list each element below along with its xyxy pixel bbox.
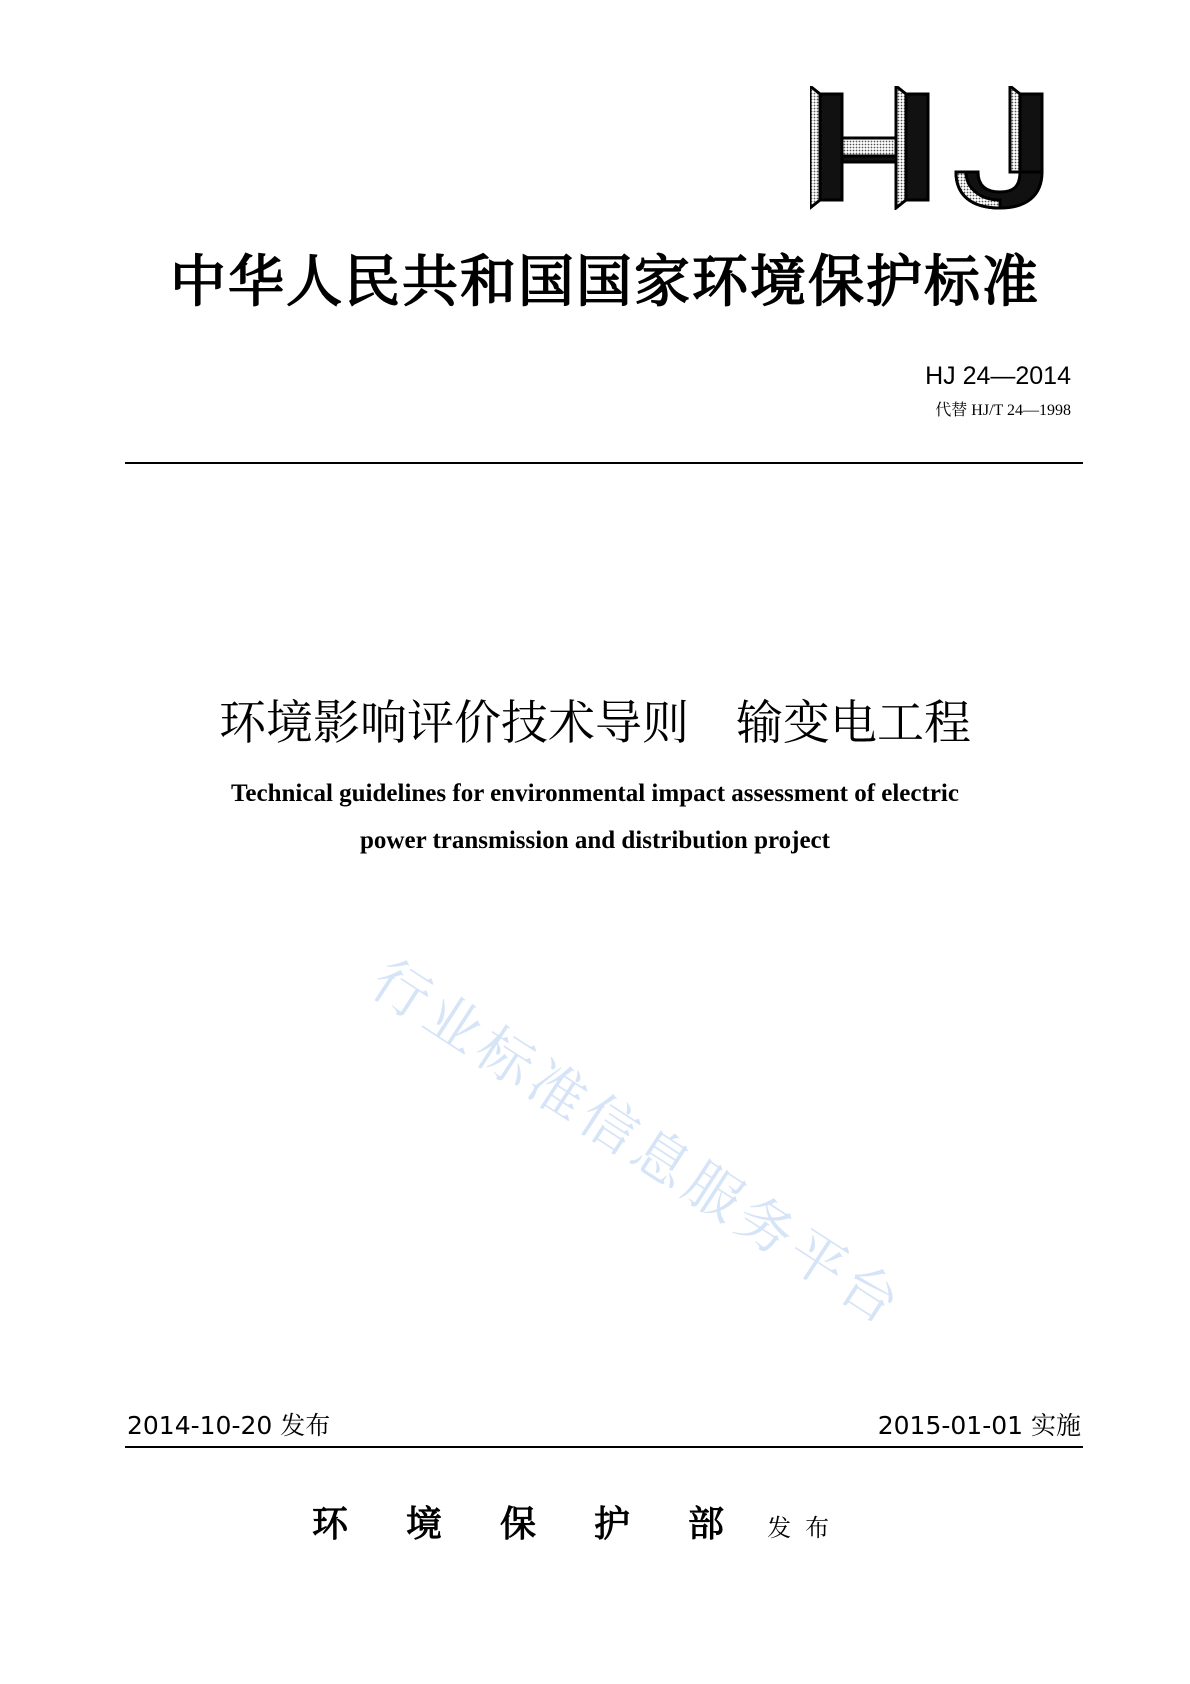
replaced-standard: 代替 HJ/T 24—1998 [935,402,1071,419]
hj-logo [810,86,1045,210]
bottom-divider [125,1446,1083,1448]
document-title-en-line1: Technical guidelines for environmental impact assessment of electric [231,780,959,807]
issue-date: 2014-10-20 发布 [127,1411,331,1440]
publisher-action: 发布 [767,1514,844,1542]
document-title-en-line2: power transmission and distribution project [360,827,830,854]
document-title-cn: 环境影响评价技术导则 输变电工程 [219,696,971,751]
implementation-date: 2015-01-01 实施 [877,1411,1081,1440]
top-divider [125,462,1083,464]
publisher-name: 环境保护部 [312,1503,783,1545]
standard-number: HJ 24—2014 [925,362,1071,390]
standard-category-title: 中华人民共和国国家环境保护标准 [170,249,1040,315]
publisher [312,1496,843,1547]
watermark: 行业标准信息服务平台 [359,947,916,1340]
